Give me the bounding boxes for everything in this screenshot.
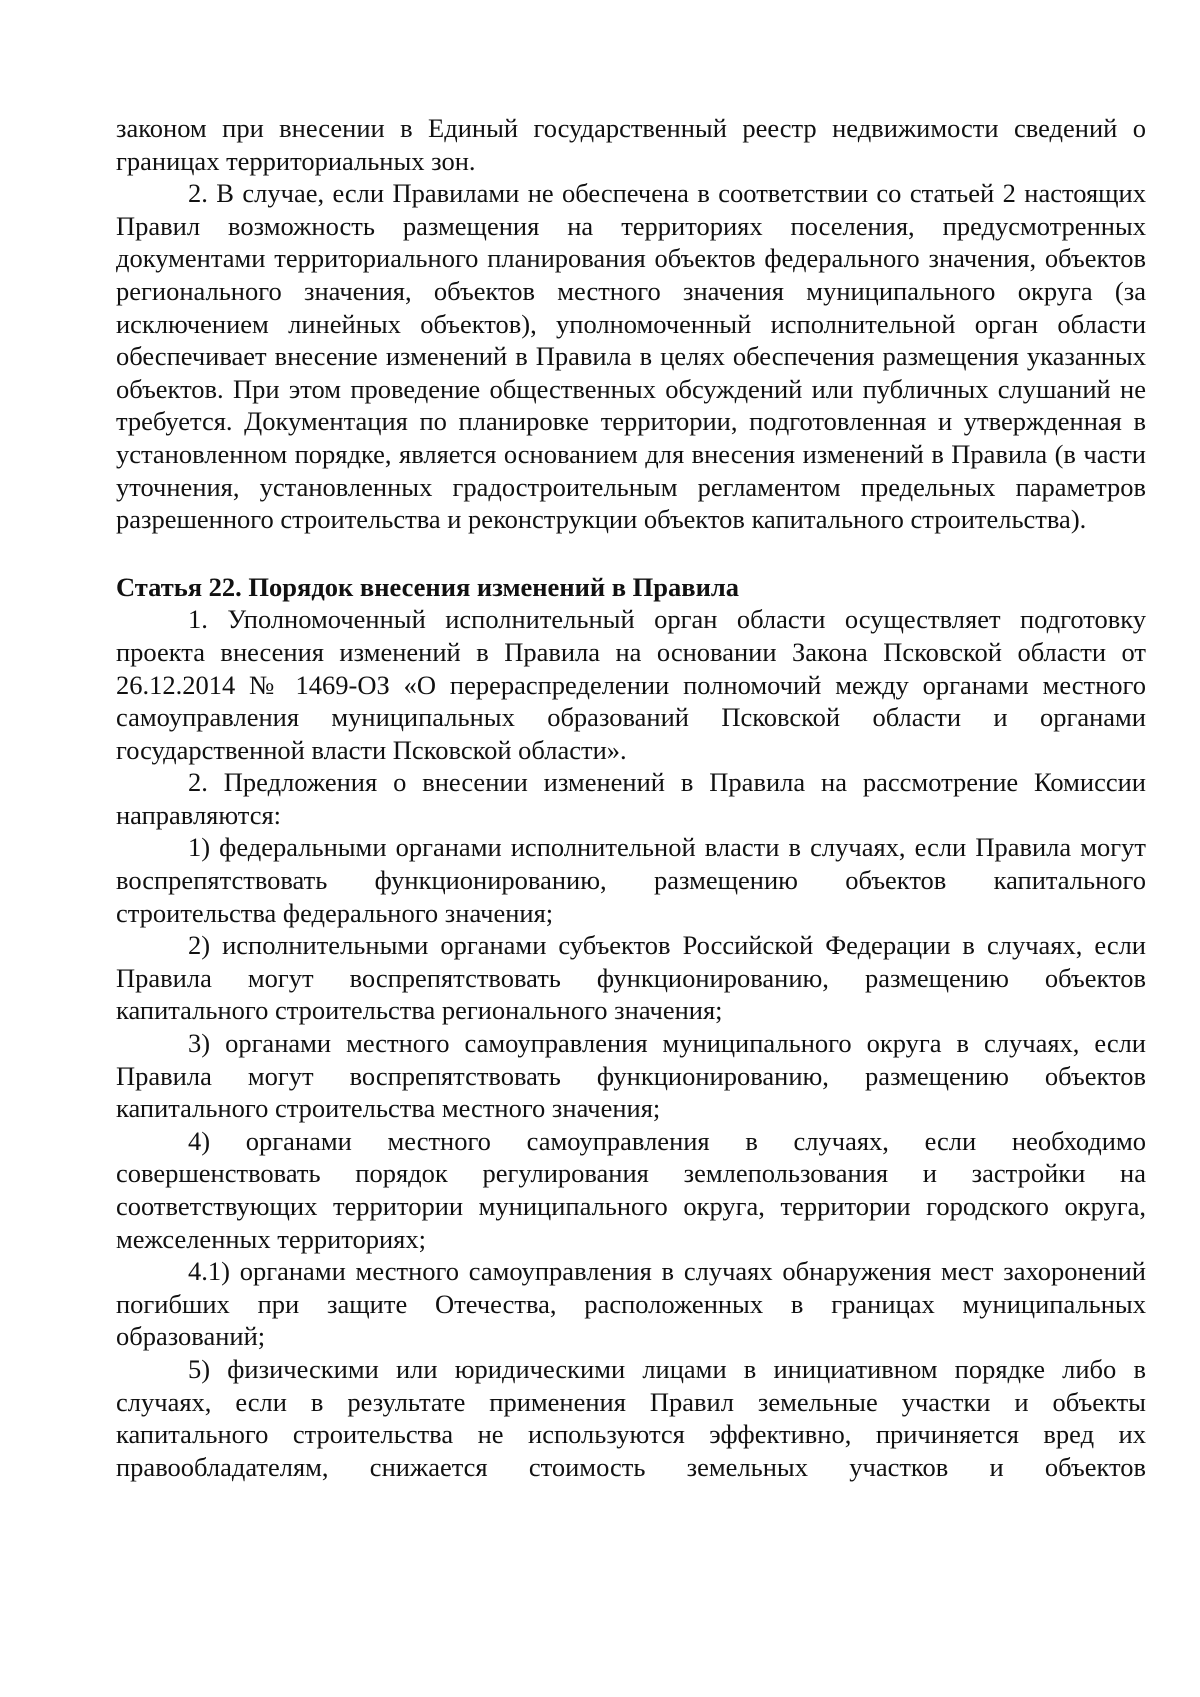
list-item-3: 3) органами местного самоуправления муниципального округа в случаях, если Правила могут воспрепятствовать функционированию, размещению объектов капитального строительства местного значения;	[116, 1028, 1146, 1124]
article-heading: Статья 22. Порядок внесения изменений в Правила	[116, 571, 739, 602]
list-item-4: 4) органами местного самоуправления в случаях, если необходимо совершенствовать порядок регулирования землепользования и застройки на соответствующих территории муниципального округа, территории городского округа, межселенных территориях;	[116, 1125, 1146, 1254]
paragraph-article-item-2: 2. Предложения о внесении изменений в Правила на рассмотрение Комиссии направляются:	[116, 767, 1146, 830]
list-item-2: 2) исполнительными органами субъектов Российской Федерации в случаях, если Правила могут воспрепятствовать функционированию, размещению объектов капитального строительства регионального значения;	[116, 930, 1146, 1026]
paragraph-continuation: законом при внесении в Единый государственный реестр недвижимости сведений о границах территориальных зон.	[116, 113, 1146, 176]
list-item-5: 5) физическими или юридическими лицами в инициативном порядке либо в случаях, если в результате применения Правил земельные участки и объекты капитального строительства не используются эффективно, причиняется вред их правообладателям, снижается стоимость земельных участков и объектов	[116, 1353, 1146, 1482]
list-item-1: 1) федеральными органами исполнительной власти в случаях, если Правила могут воспрепятствовать функционированию, размещению объектов капитального строительства федерального значения;	[116, 832, 1146, 928]
paragraph-article-item-1: 1. Уполномоченный исполнительный орган области осуществляет подготовку проекта внесения изменений в Правила на основании Закона Псковской области от 26.12.2014 № 1469-ОЗ «О перераспределении полномочий между органами местного самоуправления муниципальных образований Псковской области и органами государственной власти Псковской области».	[116, 604, 1146, 765]
list-item-4-1: 4.1) органами местного самоуправления в случаях обнаружения мест захоронений погибших при защите Отечества, расположенных в границах муниципальных образований;	[116, 1256, 1146, 1352]
document-page	[116, 112, 1146, 1483]
paragraph-item-2: 2. В случае, если Правилами не обеспечена в соответствии со статьей 2 настоящих Правил возможность размещения на территориях поселения, предусмотренных документами территориального планирования объектов федерального значения, объектов регионального значения, объектов местного значения муниципального округа (за исключением линейных объектов), уполномоченный исполнительной орган области обеспечивает внесение изменений в Правила в целях обеспечения размещения указанных объектов. При этом проведение общественных обсуждений или публичных слушаний не требуется. Документация по планировке территории, подготовленная и утвержденная в установленном порядке, является основанием для внесения изменений в Правила (в части уточнения, установленных градостроительным регламентом предельных параметров разрешенного строительства и реконструкции объектов капитального строительства).	[116, 178, 1146, 535]
